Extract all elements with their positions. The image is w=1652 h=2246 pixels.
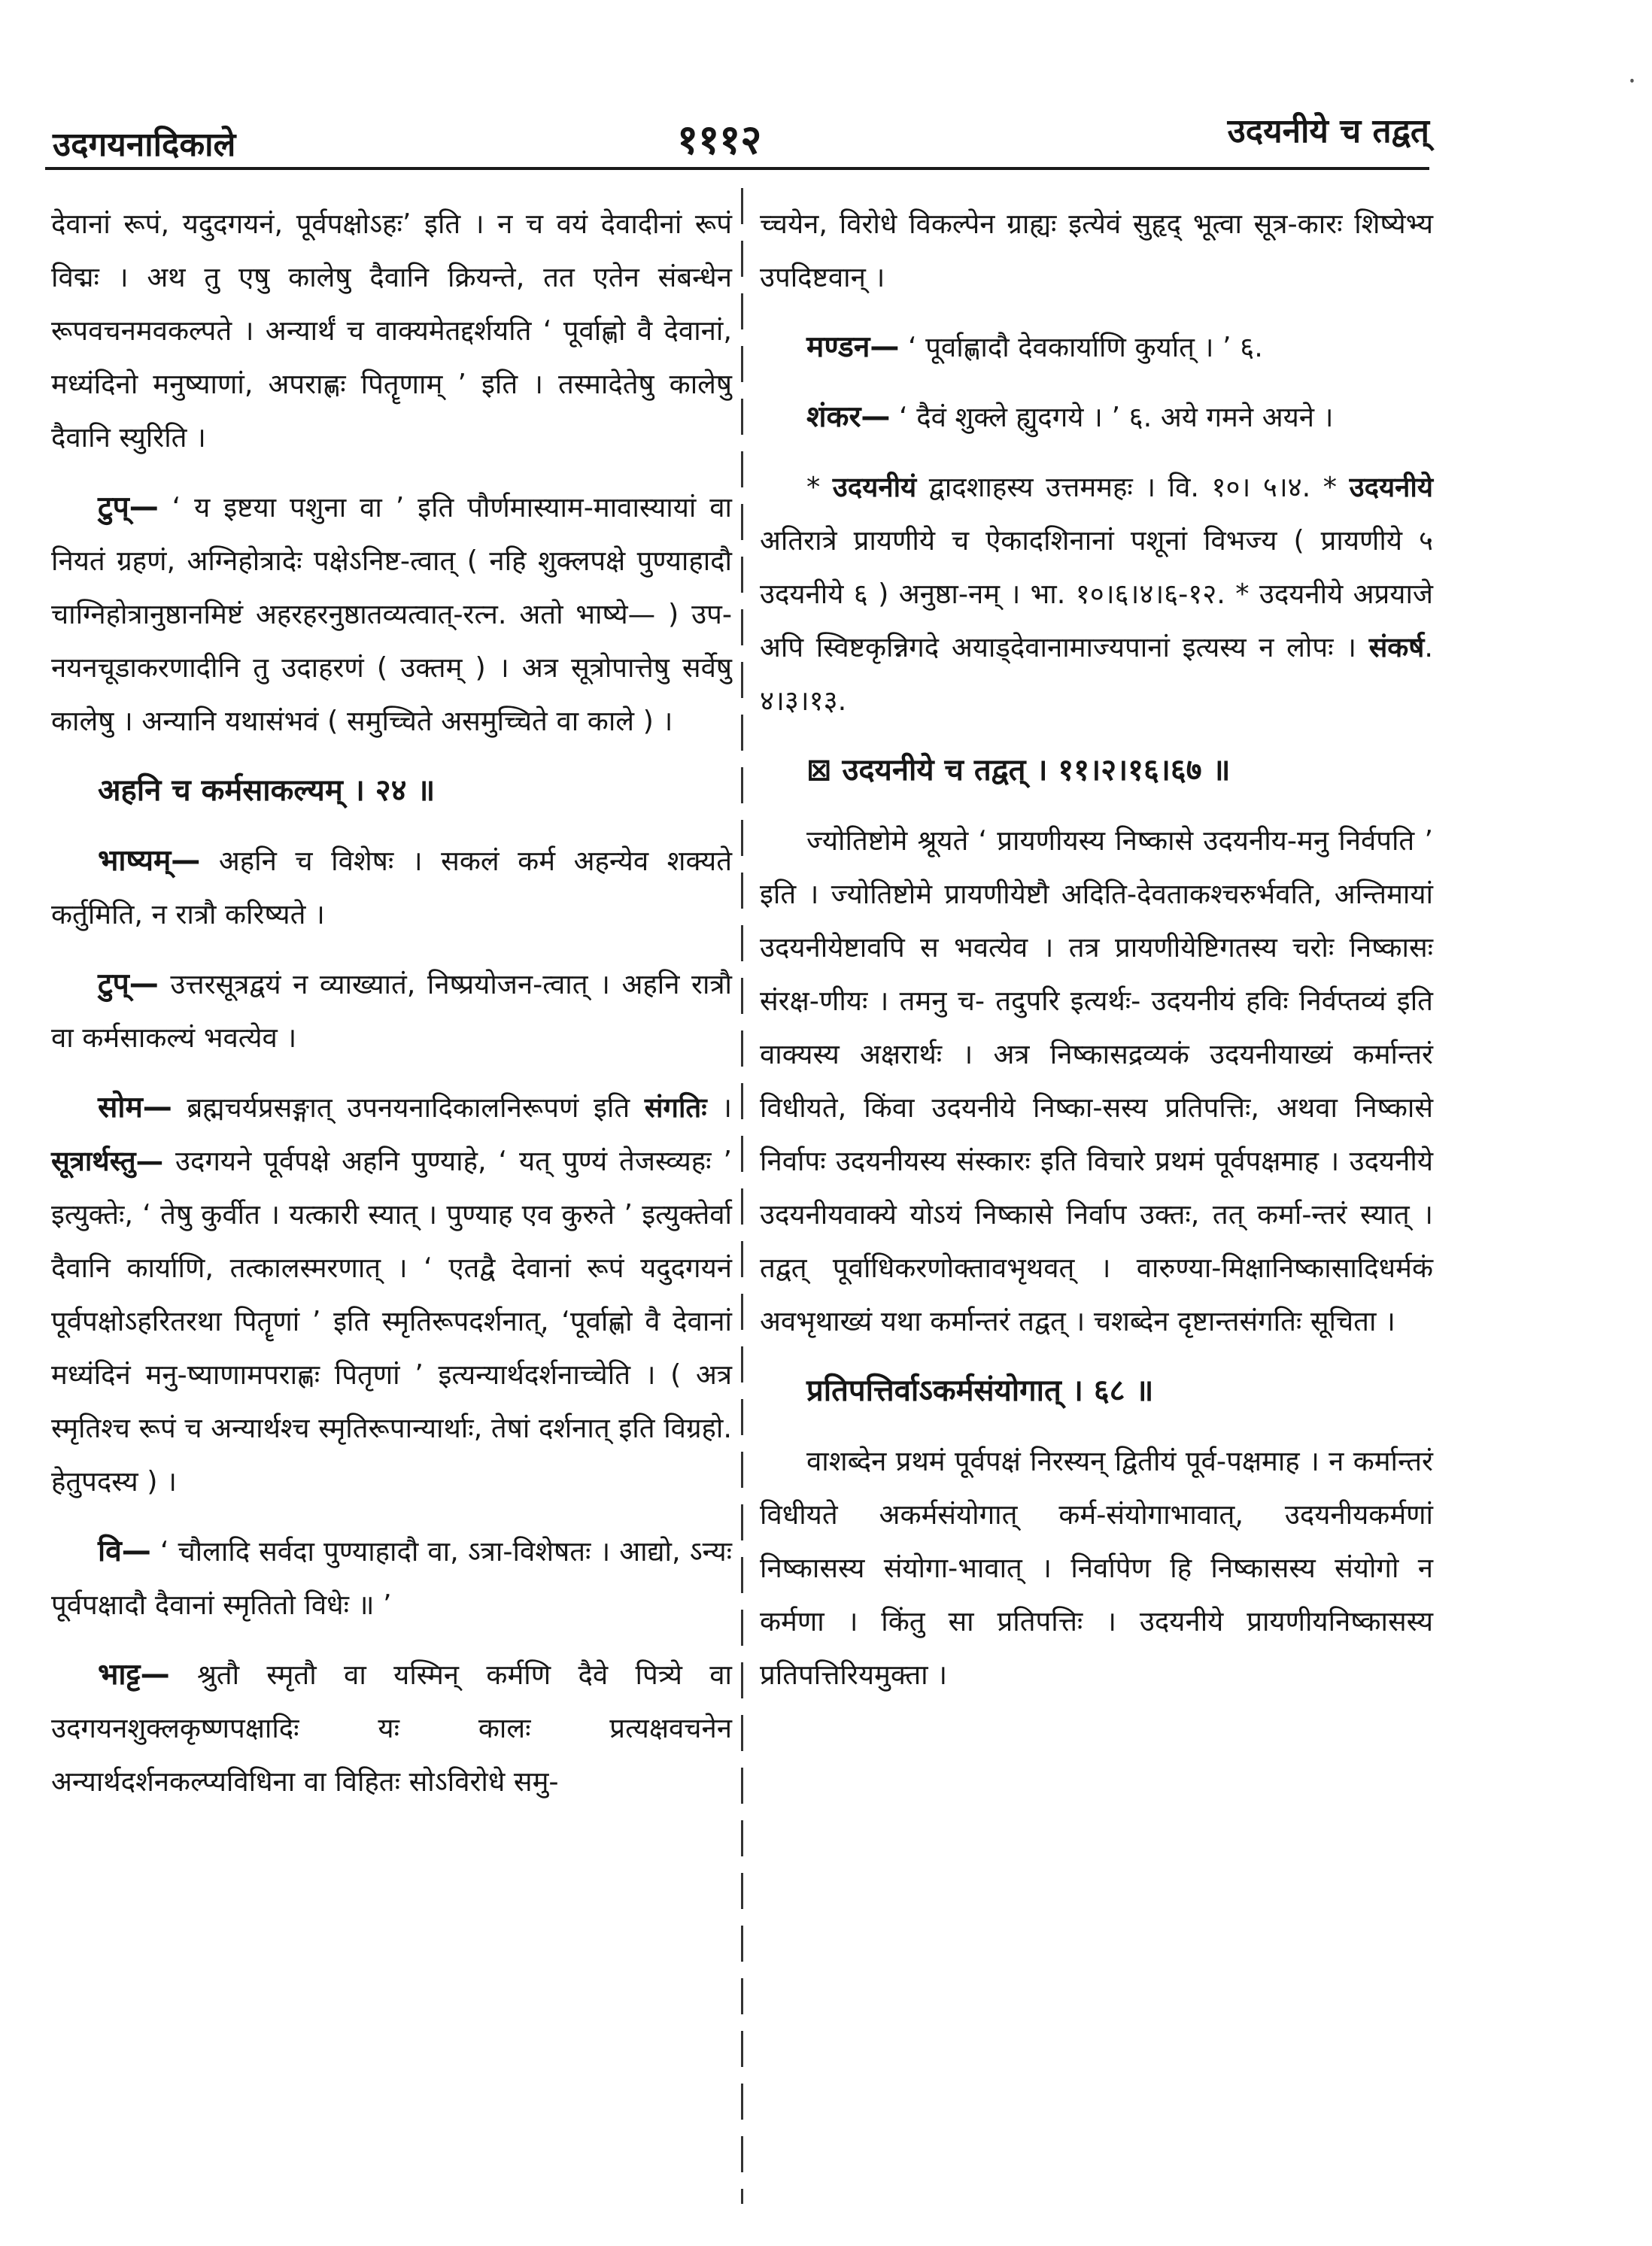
commentary-label: भाट्ट— [98, 1658, 170, 1692]
paragraph-vi: वि— ‘ चौलादि सर्वदा पुण्याहादौ वा, ऽत्रा-विशेषतः । आद्यो, ऽन्यः पूर्वपक्षादौ दैवानां स्मृतितो विधेः ॥ ’ [51, 1534, 732, 1621]
commentary-label: सोम— [98, 1091, 172, 1125]
commentary-label: टुप्— [98, 967, 159, 1001]
header-rule [45, 167, 1429, 170]
sutra-67-heading: ⊠ उदयनीये च तद्वत् । ११।२।१६।६७ ॥ [806, 753, 1231, 788]
paragraph-mandana: मण्डन— ‘ पूर्वाह्णादौ देवकार्याणि कुर्यात् । ’ ६. [806, 330, 1263, 364]
paragraph-soma: सोम— ब्रह्मचर्यप्रसङ्गात् उपनयनादिकालनिरूपणं इति संगतिः । सूत्रार्थस्तु— उदगयने पूर्वपक्षे अहनि पुण्याहे, ‘ यत् पुण्यं तेजस्व्यहः ’ इत्युक्तेः, ‘ तेषु कुर्वीत । यत्कारी स्यात् । पुण्याह एव कुरुते ’ इत्युक्तेर्वा दैवानि कार्याणि, तत्कालस्मरणात् । ‘ एतद्वै देवानां रूपं यदुदगयनं पूर्वपक्षोऽहरितरथा पितॄणां ’ इति स्मृतिरूपदर्शनात्, ‘पूर्वाह्णो वै देवानां मध्यंदिनं मनु-ष्याणामपराह्णः पितृणां ’ इत्यन्यार्थदर्शनाच्चेति । ( अत्र स्मृतिश्च रूपं च अन्यार्थश्च स्मृतिरूपान्यार्थाः, तेषां दर्शनात् इति विग्रहो. हेतुपदस्य ) । [51, 1091, 733, 1498]
header-left-title: उदगयनादिकाले [53, 126, 236, 164]
paragraph-tup: टुप्— ‘ य इष्टया पशुना वा ’ इति पौर्णमास्याम-मावास्यायां वा नियतं ग्रहणं, अग्निहोत्रादेः पक्षेऽनिष्ट-त्वात् ( नहि शुक्लपक्षे पुण्याहादौ चाग्निहोत्रानुष्ठानमिष्टं अहरहरनुष्ठातव्यत्वात्-रत्न. अतो भाष्ये— ) उप-नयनचूडाकरणादीनि तु उदाहरणं ( उक्तम् ) । अत्र सूत्रोपात्तेषु सर्वेषु कालेषु । अन्यानि यथासंभवं ( समुच्चिते असमुच्चिते वा काले ) । [51, 490, 732, 737]
page-number: १११२ [677, 116, 762, 163]
sutra-68: प्रतिपत्तिर्वाऽकर्मसंयोगात् । ६८ ॥ [806, 1373, 1154, 1408]
commentary-label: भाष्यम्— [98, 844, 201, 878]
paragraph-references: * उदयनीयं द्वादशाहस्य उत्तममहः । वि. १०। ५।४. * उदयनीये अतिरात्रे प्रायणीये च ऐकादशिनानां पशूनां विभज्य ( प्रायणीये ५ उदयनीये ६ ) अनुष्ठा-नम् । भा. १०।६।४।६-१२. * उदयनीये अप्रयाजे अपि स्विष्टकृन्निगदे अयाड्देवानामाज्यपानां इत्यस्य न लोपः । संकर्ष. ४।३।१३. [760, 471, 1433, 717]
left-column [51, 197, 732, 1825]
commentary-label: मण्डन— [806, 330, 900, 364]
running-header [45, 104, 1429, 171]
section-mark-icon: ⊠ [806, 753, 843, 788]
paragraph: च्चयेन, विरोधे विकल्पेन ग्राह्यः इत्येवं सुहृद् भूत्वा सूत्र-कारः शिष्येभ्य उपदिष्टवान् । [760, 208, 1433, 293]
paragraph-bhashya: भाष्यम्— अहनि च विशेषः । सकलं कर्म अहन्येव शक्यते कर्तुमिति, न रात्रौ करिष्यते । [51, 844, 732, 930]
commentary-label: शंकर— [806, 400, 891, 434]
header-right-title: उदयनीये च तद्वत् [1227, 112, 1429, 150]
paragraph-commentary-2: वाशब्देन प्रथमं पूर्वपक्षं निरस्यन् द्वितीयं पूर्व-पक्षमाह । न कर्मान्तरं विधीयते अकर्मसंयोगात् कर्म-संयोगाभावात्, उदयनीयकर्मणां निष्कासस्य संयोगा-भावात् । निर्वापेण हि निष्कासस्य संयोगो न कर्मणा । किंतु सा प्रतिपत्तिः । उदयनीये प्रायणीयनिष्कासस्य प्रतिपत्तिरियमुक्ता । [760, 1445, 1433, 1691]
paragraph-bhatta: भाट्ट— श्रुतौ स्मृतौ वा यस्मिन् कर्मणि दैवे पित्र्ये वा उदगयनशुक्लकृष्णपक्षादिः यः कालः प्रत्यक्षवचनेन अन्यार्थदर्शनकल्प्यविधिना वा विहितः सोऽविरोधे समु- [51, 1658, 732, 1798]
sutra-24: अहनि च कर्मसाकल्यम् । २४ ॥ [98, 773, 436, 808]
paragraph-tup-2: टुप्— उत्तरसूत्रद्वयं न व्याख्यातं, निष्प्रयोजन-त्वात् । अहनि रात्रौ वा कर्मसाकल्यं भवत्येव । [51, 967, 732, 1054]
right-column [760, 197, 1433, 1718]
paragraph: देवानां रूपं, यदुदगयनं, पूर्वपक्षोऽहः’ इति । न च वयं देवादीनां रूपं विद्मः । अथ तु एषु कालेषु दैवानि क्रियन्ते, तत एतेन संबन्धेन रूपवचनमवकल्पते । अन्यार्थं च वाक्यमेतद्दर्शयति ‘ पूर्वाह्णो वै देवानां, मध्यंदिनो मनुष्याणां, अपराह्णः पितॄणाम् ’ इति । तस्मादेतेषु कालेषु दैवानि स्युरिति । [51, 208, 732, 454]
commentary-label: टुप्— [98, 490, 159, 524]
commentary-label: वि— [98, 1534, 151, 1568]
column-divider [741, 188, 743, 2204]
margin-mark: ᠂ [1623, 68, 1634, 99]
paragraph-commentary: ज्योतिष्टोमे श्रूयते ‘ प्रायणीयस्य निष्कासे उदयनीय-मनु निर्वपति ’ इति । ज्योतिष्टोमे प्रायणीयेष्टौ अदिति-देवताकश्चरुर्भवति, अन्तिमायां उदयनीयेष्टावपि स भवत्येव । तत्र प्रायणीयेष्टिगतस्य चरोः निष्कासः संरक्ष-णीयः । तमनु च- तदुपरि इत्यर्थः- उदयनीयं हविः निर्वप्तव्यं इति वाक्यस्य अक्षरार्थः । अत्र निष्कासद्रव्यकं उदयनीयाख्यं कर्मान्तरं विधीयते, किंवा उदयनीये निष्का-सस्य प्रतिपत्तिः, अथवा निष्कासे निर्वापः उदयनीयस्य संस्कारः इति विचारे प्रथमं पूर्वपक्षमाह । उदयनीये उदयनीयवाक्ये योऽयं निष्कासे निर्वाप उक्तः, तत् कर्मा-न्तरं स्यात् । तद्वत् पूर्वाधिकरणोक्तावभृथवत् । वारुण्या-मिक्षानिष्कासादिधर्मकं अवभृथाख्यं यथा कर्मान्तरं तद्वत् । चशब्देन दृष्टान्तसंगतिः सूचिता । [760, 824, 1433, 1337]
paragraph-shankara: शंकर— ‘ दैवं शुक्ले ह्युदगये । ’ ६. अये गमने अयने । [806, 400, 1334, 434]
